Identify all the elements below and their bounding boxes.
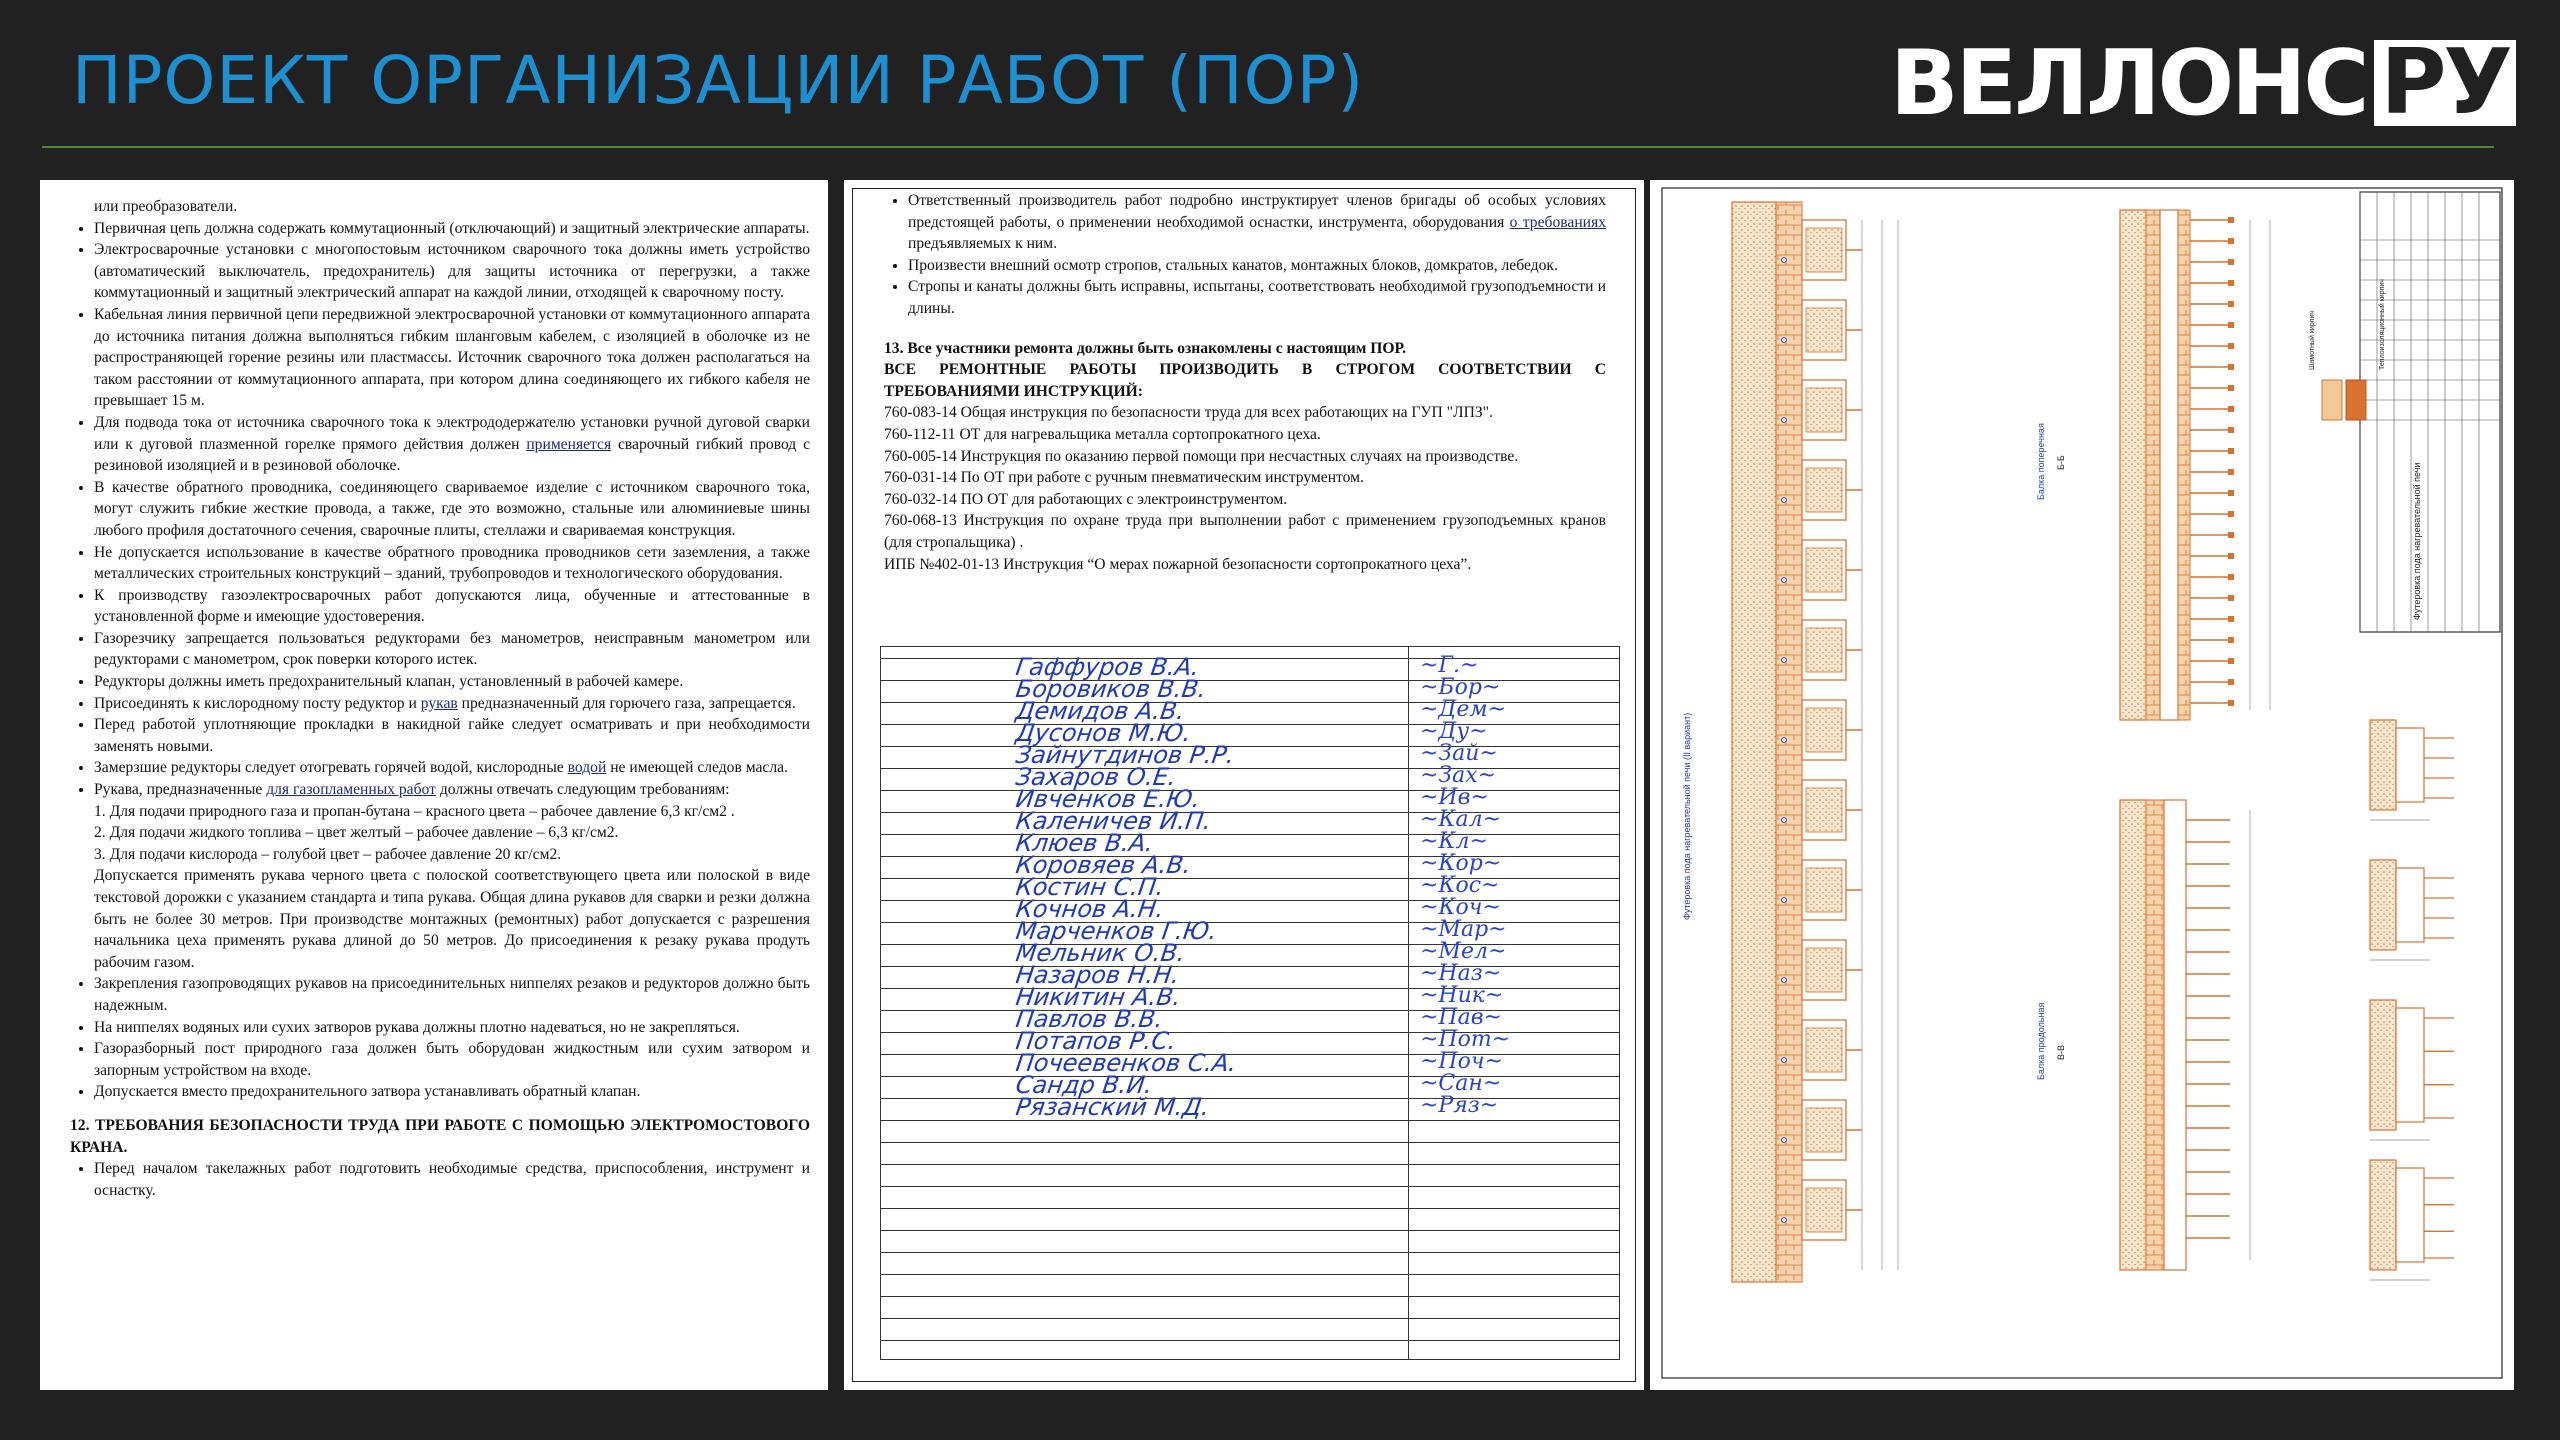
text-span: Для подвода тока от источника сварочного тока к электрододержателю установки ручной дуговой сварки или к дуговой плазменной горелке прямого действия должен (94, 413, 810, 453)
page2-bullet: • Стропы и канаты должны быть исправны, испытаны, соответствовать необходимой грузоподъемности и длины. (908, 276, 1606, 319)
signature-scribble-icon: ~Наз~ (1420, 961, 1502, 986)
page1-list-2 (70, 973, 810, 1103)
signature-row (880, 917, 1620, 945)
section-b-b-ribs (2190, 217, 2234, 706)
page1-bullet: • К производству газоэлектросварочных работ допускаются лица, обученные и аттестованные в установленной форме и имеющие удостоверения. (94, 585, 810, 628)
highlighted-word: применяется (526, 435, 612, 453)
signature-name: Боровиков В.В. (1014, 675, 1208, 703)
page1-bullet: • В качестве обратного проводника, соединяющего свариваемое изделие с источником сварочного тока, могут служить гибкие жесткие провода, а также, где это возможно, стальные или алюминиевые шины любого профиля достаточного сечения, сварочные плиты, стеллажи и свариваемая конструкция. (94, 477, 810, 542)
signature-name: Назаров Н.Н. (1014, 961, 1182, 989)
signature-row (880, 1230, 1620, 1253)
page1-bullet: • На ниппелях водяных или сухих затворов рукава должны плотно надеваться, но не закрепляться. (94, 1017, 810, 1039)
signature-scribble-icon: ~Ив~ (1420, 785, 1489, 810)
signature-scribble-icon: ~Кал~ (1420, 807, 1502, 832)
page1-list (70, 218, 810, 801)
document-page-2 (844, 180, 1644, 1390)
title-stamp (2322, 192, 2500, 632)
signature-row (880, 675, 1620, 703)
signature-row (880, 1318, 1620, 1341)
signature-scribble-icon: ~Дем~ (1420, 697, 1507, 722)
signature-name: Коровяев А.В. (1014, 851, 1193, 879)
signature-scribble-icon: ~Пот~ (1420, 1027, 1511, 1052)
text-span: Ответственный производитель работ подробно инструктирует членов бригады об особых условиях предстоящей работы, о применении необходимой оснастки, инструмента, оборудования (908, 192, 1606, 231)
signature-row (880, 763, 1620, 791)
signature-scribble-icon: ~Поч~ (1420, 1049, 1503, 1074)
text-span: предназначенный для горючего газа, запрещается. (457, 694, 796, 712)
signature-row (880, 1208, 1620, 1231)
text-span: предъявляемых к ним. (908, 235, 1058, 253)
instruction-line: 760-083-14 Общая инструкция по безопасности труда для всех работающих на ГУП "ЛПЗ". (884, 404, 1493, 422)
instruction-line: 760-031-14 По ОТ при работе с ручным пневматическим инструментом. (884, 469, 1364, 487)
signature-scribble-icon: ~Г.~ (1420, 653, 1479, 678)
page1-bullet (94, 693, 810, 715)
page1-bullet: • Первичная цепь должна содержать коммутационный (отключающий) и защитный электрические аппараты. (94, 218, 810, 240)
furnace-lining-drawing (1650, 180, 2514, 1390)
page1-bullet (94, 757, 810, 779)
section-v-v-ribs (2186, 820, 2230, 1238)
legend-swatch-1 (2322, 380, 2342, 420)
signature-row (880, 829, 1620, 857)
signature-name: Павлов В.В. (1014, 1005, 1165, 1033)
signature-row (880, 939, 1620, 967)
signature-row (880, 1252, 1620, 1275)
highlighted-word: для газопламенных работ (266, 781, 436, 799)
drawing-section-v: В-В (2056, 1044, 2066, 1060)
signature-name: Гаффуров В.А. (1014, 653, 1202, 681)
section-v-v (2120, 800, 2250, 1270)
signature-scribble-icon: ~Сан~ (1420, 1071, 1502, 1096)
text-span: сварочный гибкий провод с резиновой изоляцией и в резиновой оболочке. (94, 435, 810, 475)
signature-row (880, 1340, 1620, 1363)
signature-row (880, 1164, 1620, 1187)
highlighted-word: рукав (420, 694, 458, 712)
signature-name: Каленичев И.П. (1014, 807, 1214, 835)
page1-bullet: • Электросварочные установки с многопостовым источником сварочного тока должны иметь устройство (автоматический выключатель, предохранитель) для защиты источника от перегрузки, а также коммутационный и защитный электрический аппарат на каждой линии, отходящей к сварочному посту. (94, 239, 810, 304)
page1-bullet: • Допускается вместо предохранительного затвора устанавливать обратный клапан. (94, 1081, 810, 1103)
signature-scribble-icon: ~Ник~ (1420, 983, 1504, 1008)
page1-bullet: • Перед работой уплотняющие прокладки в накидной гайке следует осматривать и при необходимости заменять новыми. (94, 714, 810, 757)
signature-row (880, 851, 1620, 879)
page1-bullet: • Перед началом такелажных работ подготовить необходимые средства, приспособления, инструмент и оснастку. (94, 1158, 810, 1201)
signature-row (880, 719, 1620, 747)
signature-name: Демидов А.В. (1014, 697, 1187, 725)
signature-row (880, 873, 1620, 901)
page1-bullet: • Редукторы должны иметь предохранительный клапан, установленный в рабочей камере. (94, 671, 810, 693)
instructions-heading: ВСЕ РЕМОНТНЫЕ РАБОТЫ ПРОИЗВОДИТЬ В СТРОГОМ СООТВЕТСТВИИ С ТРЕБОВАНИЯМИ ИНСТРУКЦИЙ: (884, 361, 1606, 400)
page1-bullet: • Закрепления газопроводящих рукавов на присоединительных ниппелях резаков и редукторов должно быть надежным. (94, 973, 810, 1016)
section-heading-12: 12. ТРЕБОВАНИЯ БЕЗОПАСНОСТИ ТРУДА ПРИ РАБОТЕ С ПОМОЩЬЮ ЭЛЕКТРОМОСТОВОГО КРАНА. (70, 1116, 810, 1156)
text-span: Замерзшие редукторы следует отогревать горячей водой, кислородные (94, 759, 568, 777)
drawing-stamp-text: Футеровка пода нагревательной печи (2412, 462, 2422, 620)
drawing-section-b: Б-Б (2056, 455, 2066, 470)
page1-bullet: • Газорезчику запрещается пользоваться редукторами без манометров, неисправным манометром или редукторами с манометром, срок поверки которого истек. (94, 628, 810, 671)
signature-row (880, 1027, 1620, 1055)
signature-name: Костин С.П. (1014, 873, 1166, 901)
signature-name: Захаров О.Е. (1014, 763, 1178, 791)
signature-scribble-icon: ~Зах~ (1420, 763, 1497, 788)
page2-text (884, 190, 1606, 575)
signature-scribble-icon: ~Бор~ (1420, 675, 1501, 700)
lining-column-left (1732, 202, 1802, 1282)
instruction-line: 760-112-11 ОТ для нагревальщика металла сортопрокатного цеха. (884, 425, 1321, 443)
signature-name: Кочнов А.Н. (1014, 895, 1166, 923)
signature-name: Дусонов М.Ю. (1014, 719, 1193, 747)
instruction-line: ИПБ №402-01-13 Инструкция “О мерах пожарной безопасности сортопрокатного цеха”. (884, 555, 1472, 573)
document-page-1 (40, 180, 828, 1390)
page1-para: или преобразователи. (94, 198, 238, 215)
legend-label-1: Шамотный кирпич (2309, 310, 2316, 370)
section-heading-13: 13. Все участники ремонта должны быть ознакомлены с настоящим ПОР. (884, 339, 1407, 357)
page1-bullet (94, 412, 810, 477)
signature-row (880, 1186, 1620, 1209)
requirement-line: 2. Для подачи жидкого топлива – цвет желтый – рабочее давление – 6,3 кг/см2. (94, 824, 619, 842)
signature-row (880, 1274, 1620, 1297)
signature-row (880, 785, 1620, 813)
page1-list-3 (70, 1158, 810, 1201)
instruction-line: 760-005-14 Инструкция по оказанию первой помощи при несчастных случаях на производстве. (884, 447, 1519, 465)
signature-name: Никитин А.В. (1014, 983, 1183, 1011)
text-span: должны отвечать следующим требованиям: (435, 781, 730, 799)
signature-name: Сандр В.И. (1014, 1071, 1155, 1099)
signature-row (880, 1296, 1620, 1319)
logo-text-domain: РУ (2374, 40, 2515, 126)
signature-table (880, 646, 1620, 1360)
text-span: Рукава, предназначенные (94, 781, 267, 799)
page1-bullet: • Кабельная линия первичной цепи передвижной электросварочной установки от коммутационного аппарата до источника питания должна выполняться гибким шланговым кабелем, с изоляцией в оболочке из не распространяющей горение резины или пластмассы. Источник сварочного тока должен располагаться на таком расстоянии от коммутационного аппарата, при котором длина соединяющего их гибкого кабеля не превышает 15 м. (94, 304, 810, 412)
signature-row (880, 653, 1620, 681)
drawing-section-label-2: Балка продольная (2036, 1002, 2046, 1080)
signature-scribble-icon: ~Пав~ (1420, 1005, 1502, 1030)
signature-name: Потапов Р.С. (1014, 1027, 1179, 1055)
signature-row (880, 983, 1620, 1011)
signature-scribble-icon: ~Кл~ (1420, 829, 1488, 854)
signature-row (880, 895, 1620, 923)
signature-scribble-icon: ~Зай~ (1420, 741, 1498, 766)
header-divider (42, 146, 2494, 148)
signature-row (880, 1093, 1620, 1121)
small-sections (2370, 720, 2454, 1280)
page1-bullet (94, 779, 810, 801)
signature-name: Зайнутдинов Р.Р. (1014, 741, 1237, 769)
signature-row (880, 1071, 1620, 1099)
legend-swatch-2 (2346, 380, 2366, 420)
signature-scribble-icon: ~Ду~ (1420, 719, 1488, 744)
drawing-main-label: Футеровка пода нагревательной печи (II вариант) (1682, 712, 1692, 920)
signature-scribble-icon: ~Ряз~ (1420, 1093, 1499, 1118)
logo-text-main: ВЕЛЛОНС (1890, 30, 2367, 136)
signature-row (880, 807, 1620, 835)
page1-bullet: • Газоразборный пост природного газа должен быть оборудован жидкостным или сухим затвором и запорным устройством на входе. (94, 1038, 810, 1081)
signature-name: Марченков Г.Ю. (1014, 917, 1219, 945)
instruction-line: 760-032-14 ПО ОТ для работающих с электроинструментом. (884, 490, 1288, 508)
signature-scribble-icon: ~Кос~ (1420, 873, 1500, 898)
page1-text (70, 196, 810, 1201)
text-span: Присоединять к кислородному посту редуктор и (94, 694, 421, 712)
signature-row (880, 1120, 1620, 1143)
page1-bullet: • Не допускается использование в качестве обратного проводника проводников сети заземления, а также металлических строительных конструкций – зданий, трубопроводов и технологического оборудования. (94, 542, 810, 585)
signature-name: Почеевенков С.А. (1014, 1049, 1239, 1077)
drawing-section-label-1: Балка поперечная (2036, 423, 2046, 500)
slide-title: ПРОЕКТ ОРГАНИЗАЦИИ РАБОТ (ПОР) (72, 42, 1365, 119)
page2-list (884, 190, 1606, 320)
signature-scribble-icon: ~Мар~ (1420, 917, 1507, 942)
instruction-line: 760-068-13 Инструкция по охране труда при выполнении работ с применением грузоподъемных кранов (для стропальщика) . (884, 512, 1606, 551)
signature-name: Рязанский М.Д. (1014, 1093, 1212, 1121)
section-b-b (2120, 210, 2270, 720)
drawing-page (1650, 180, 2514, 1390)
legend-label-2: Теплоизоляционный кирпич (2379, 279, 2386, 370)
page2-bullet: • Произвести внешний осмотр стропов, стальных канатов, монтажных блоков, домкратов, лебедок. (908, 255, 1606, 277)
signature-row (880, 1049, 1620, 1077)
highlighted-word: водой (567, 759, 607, 777)
signature-name: Мельник О.В. (1014, 939, 1187, 967)
requirement-note: Допускается применять рукава черного цвета с полоской соответствующего цвета или полоской в виде текстовой дорожки с указанием стандарта и типа рукава. Общая длина рукавов для сварки и резки должна быть не более 30 метров. При производстве монтажных (ремонтных) работ допускается с разрешения начальника цеха применять рукава длиной до 50 метров. До присоединения к резаку рукава продуть рабочим газом. (94, 867, 810, 971)
signature-name: Ивченков Е.Ю. (1014, 785, 1202, 813)
highlighted-word: о требованиях (1509, 213, 1606, 231)
signature-row (880, 741, 1620, 769)
signature-row (880, 1142, 1620, 1165)
signature-scribble-icon: ~Кор~ (1420, 851, 1502, 876)
signature-scribble-icon: ~Коч~ (1420, 895, 1501, 920)
signature-name: Клюев В.А. (1014, 829, 1156, 857)
company-logo (1890, 30, 2510, 136)
requirement-line: 3. Для подачи кислорода – голубой цвет – рабочее давление 20 кг/см2. (94, 845, 562, 863)
page2-bullet (908, 190, 1606, 255)
text-span: не имеющей следов масла. (606, 759, 788, 777)
signature-row (880, 961, 1620, 989)
signature-scribble-icon: ~Мел~ (1420, 939, 1507, 964)
requirement-line: 1. Для подачи природного газа и пропан-бутана – красного цвета – рабочее давление 6,3 кг/см2 . (94, 802, 735, 820)
signature-row (880, 697, 1620, 725)
